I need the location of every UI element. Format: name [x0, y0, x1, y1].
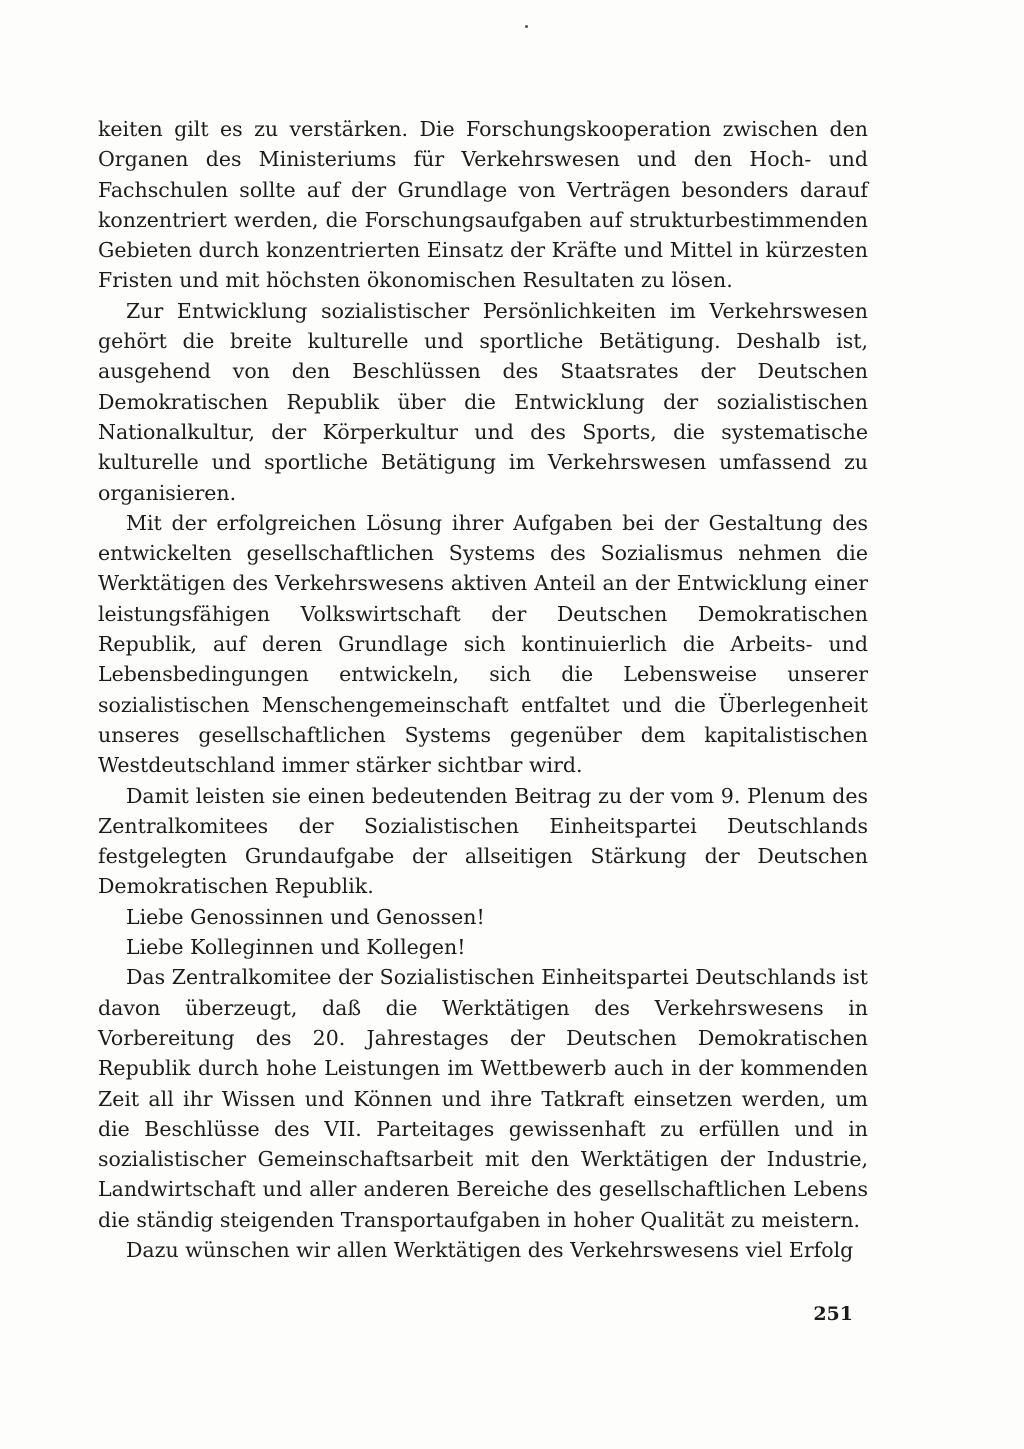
- salutation-1: Liebe Genossinnen und Genossen!: [126, 904, 485, 929]
- paragraph-5: Das Zentralkomitee der Sozialistischen Einheitspartei Deutschlands ist davon überzeugt, daß die Werktätigen des Verkehrswesens in Vorbereitung des 20. Jahrestages der Deutschen Demokratischen Republik durch hohe Leistungen im Wettbewerb auch in der kommenden Zeit all ihr Wissen und Können und ihre Tatkraft einsetzen werden, um die Beschlüsse des VII. Parteitages gewissenhaft zu erfüllen und in sozialistischer Gemeinschaftsarbeit mit den Werktätigen der Industrie, Landwirtschaft und aller anderen Bereiche des gesellschaftlichen Lebens die ständig steigenden Transportaufgaben in hoher Qualität zu meistern.: [98, 965, 868, 1232]
- paragraph-3: Mit der erfolgreichen Lösung ihrer Aufgaben bei der Gestaltung des entwickelten gesellschaftlichen Systems des Sozialismus nehmen die Werktätigen des Verkehrswesens aktiven Anteil an der Entwicklung einer leistungsfähigen Volkswirtschaft der Deutschen Demokratischen Republik, auf deren Grundlage sich kontinuierlich die Arbeits- und Lebensbedingungen entwickeln, sich die Lebensweise unserer sozialistischen Menschengemeinschaft entfaltet und die Überlegenheit unseres gesellschaftlichen Systems gegenüber dem kapitalistischen Westdeutschland immer stärker sichtbar wird.: [98, 510, 868, 778]
- body-text: [98, 114, 868, 1265]
- salutation-2: Liebe Kolleginnen und Kollegen!: [126, 935, 466, 960]
- paragraph-4: Damit leisten sie einen bedeutenden Beitrag zu der vom 9. Plenum des Zentralkomitees der Sozialistischen Einheitspartei Deutschlands festgelegten Grundaufgabe der allseitigen Stärkung der Deutschen Demokratischen Republik.: [98, 783, 868, 899]
- paragraph-2: Zur Entwicklung sozialistischer Persönlichkeiten im Verkehrswesen gehört die breite kulturelle und sportliche Betätigung. Deshalb ist, ausgehend von den Beschlüssen des Staatsrates der Deutschen Demokratischen Republik über die Entwicklung der sozialistischen Nationalkultur, der Körperkultur und des Sports, die systematische kulturelle und sportliche Betätigung im Verkehrswesen umfassend zu organisieren.: [98, 298, 868, 505]
- scan-speck: [525, 25, 528, 28]
- page-number: 251: [813, 1303, 853, 1325]
- paragraph-1: keiten gilt es zu verstärken. Die Forschungskooperation zwischen den Organen des Ministeriums für Verkehrswesen und den Hoch- und Fachschulen sollte auf der Grundlage von Verträgen besonders darauf konzentriert werden, die Forschungsaufgaben auf strukturbestimmenden Gebieten durch konzentrierten Einsatz der Kräfte und Mittel in kürzesten Fristen und mit höchsten ökonomischen Resultaten zu lösen.: [98, 117, 868, 293]
- paragraph-6: Dazu wünschen wir allen Werktätigen des Verkehrswesens viel Erfolg: [126, 1237, 854, 1262]
